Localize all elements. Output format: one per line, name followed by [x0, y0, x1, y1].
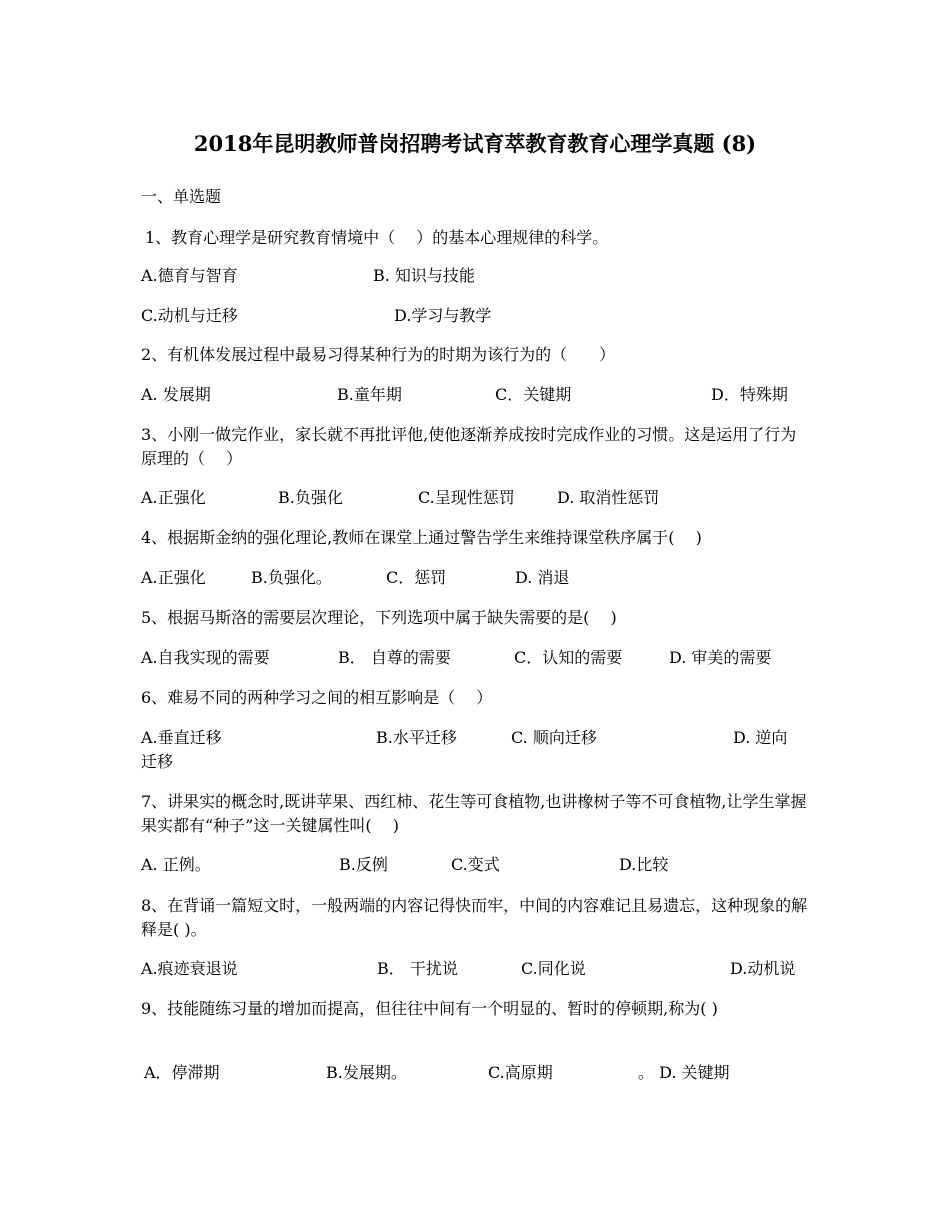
option-b: B． 干扰说 [377, 959, 458, 978]
option-b: B.童年期 [337, 385, 402, 404]
option-d: D. 取消性惩罚 [557, 488, 660, 507]
option-b: B.发展期。 [326, 1063, 407, 1082]
section-heading: 一、单选题 [141, 187, 222, 206]
option-a: A．停滞期 [144, 1063, 220, 1082]
question-6-stem: 6、难易不同的两种学习之间的相互影响是（ ） [141, 688, 493, 707]
option-c: C.变式 [451, 855, 500, 874]
option-c: C．关键期 [495, 385, 572, 404]
option-a: A. 发展期 [141, 385, 211, 404]
question-5-options [141, 646, 811, 670]
question-1-options-row1 [141, 264, 811, 288]
option-c: C．认知的需要 [514, 648, 623, 667]
option-a: A.正强化 [141, 488, 206, 507]
question-9-options [141, 1061, 811, 1085]
option-d: D. 逆向 [733, 728, 788, 747]
option-a: A.自我实现的需要 [141, 648, 270, 667]
question-2-stem: 2、有机体发展过程中最易习得某种行为的时期为该行为的（ ） [141, 345, 616, 364]
question-2-options [141, 383, 811, 407]
question-8-options [141, 957, 811, 981]
option-b: B. 知识与技能 [373, 266, 475, 285]
question-5-stem: 5、根据马斯洛的需要层次理论，下列选项中属于缺失需要的是( ) [141, 608, 617, 627]
page-title: 2018年昆明教师普岗招聘考试育萃教育教育心理学真题 (8) [193, 131, 757, 156]
question-9-stem: 9、技能随练习量的增加而提高，但往往中间有一个明显的、暂时的停顿期,称为( ) [141, 999, 718, 1018]
question-4-options [141, 566, 811, 590]
option-b: B.负强化。 [251, 568, 332, 587]
question-8-stem: 8、在背诵一篇短文时，一般两端的内容记得快而牢，中间的内容难记且易遗忘，这种现象的解释是( )。 [141, 896, 808, 939]
option-d: D. 消退 [515, 568, 570, 587]
question-6-options [141, 726, 811, 750]
option-a: A. 正例。 [141, 855, 211, 874]
option-d: D.动机说 [730, 959, 796, 978]
option-d: 。 D. 关键期 [638, 1063, 730, 1082]
option-a: A.垂直迁移 [141, 728, 222, 747]
option-d: D.比较 [619, 855, 669, 874]
question-4-stem: 4、根据斯金纳的强化理论,教师在课堂上通过警告学生来维持课堂秩序属于( ) [141, 528, 702, 547]
question-3-stem: 3、小刚一做完作业，家长就不再批评他,使他逐渐养成按时完成作业的习惯。这是运用了行为原理的（ ） [141, 425, 797, 468]
option-c: C．惩罚 [386, 568, 447, 587]
question-1-stem: 1、教育心理学是研究教育情境中（ ）的基本心理规律的科学。 [145, 228, 609, 247]
option-c: C. 顺向迁移 [511, 728, 597, 747]
option-a: A.正强化 [141, 568, 206, 587]
option-c: C.高原期 [488, 1063, 553, 1082]
option-b: B.负强化 [278, 488, 343, 507]
option-c: C.呈现性惩罚 [418, 488, 515, 507]
question-3-options [141, 486, 811, 510]
option-b: B.水平迁移 [376, 728, 457, 747]
option-d: D.学习与教学 [394, 306, 492, 325]
question-7-options [141, 853, 811, 877]
option-d: D. 审美的需要 [669, 648, 772, 667]
option-a: A.德育与智育 [141, 266, 238, 285]
option-b: B.反例 [339, 855, 388, 874]
question-1-options-row2 [141, 304, 811, 328]
question-7-stem: 7、讲果实的概念时,既讲苹果、西红柿、花生等可食植物,也讲橡树子等不可食植物,让学生掌握果实都有“种子”这一关键属性叫( ) [141, 792, 807, 835]
option-c: C.动机与迁移 [141, 306, 238, 325]
option-c: C.同化说 [521, 959, 586, 978]
option-a: A.痕迹衰退说 [141, 959, 238, 978]
option-d: D．特殊期 [711, 385, 788, 404]
question-6-option-d-wrap: 迁移 [141, 752, 174, 771]
option-b: B． 自尊的需要 [338, 648, 451, 667]
